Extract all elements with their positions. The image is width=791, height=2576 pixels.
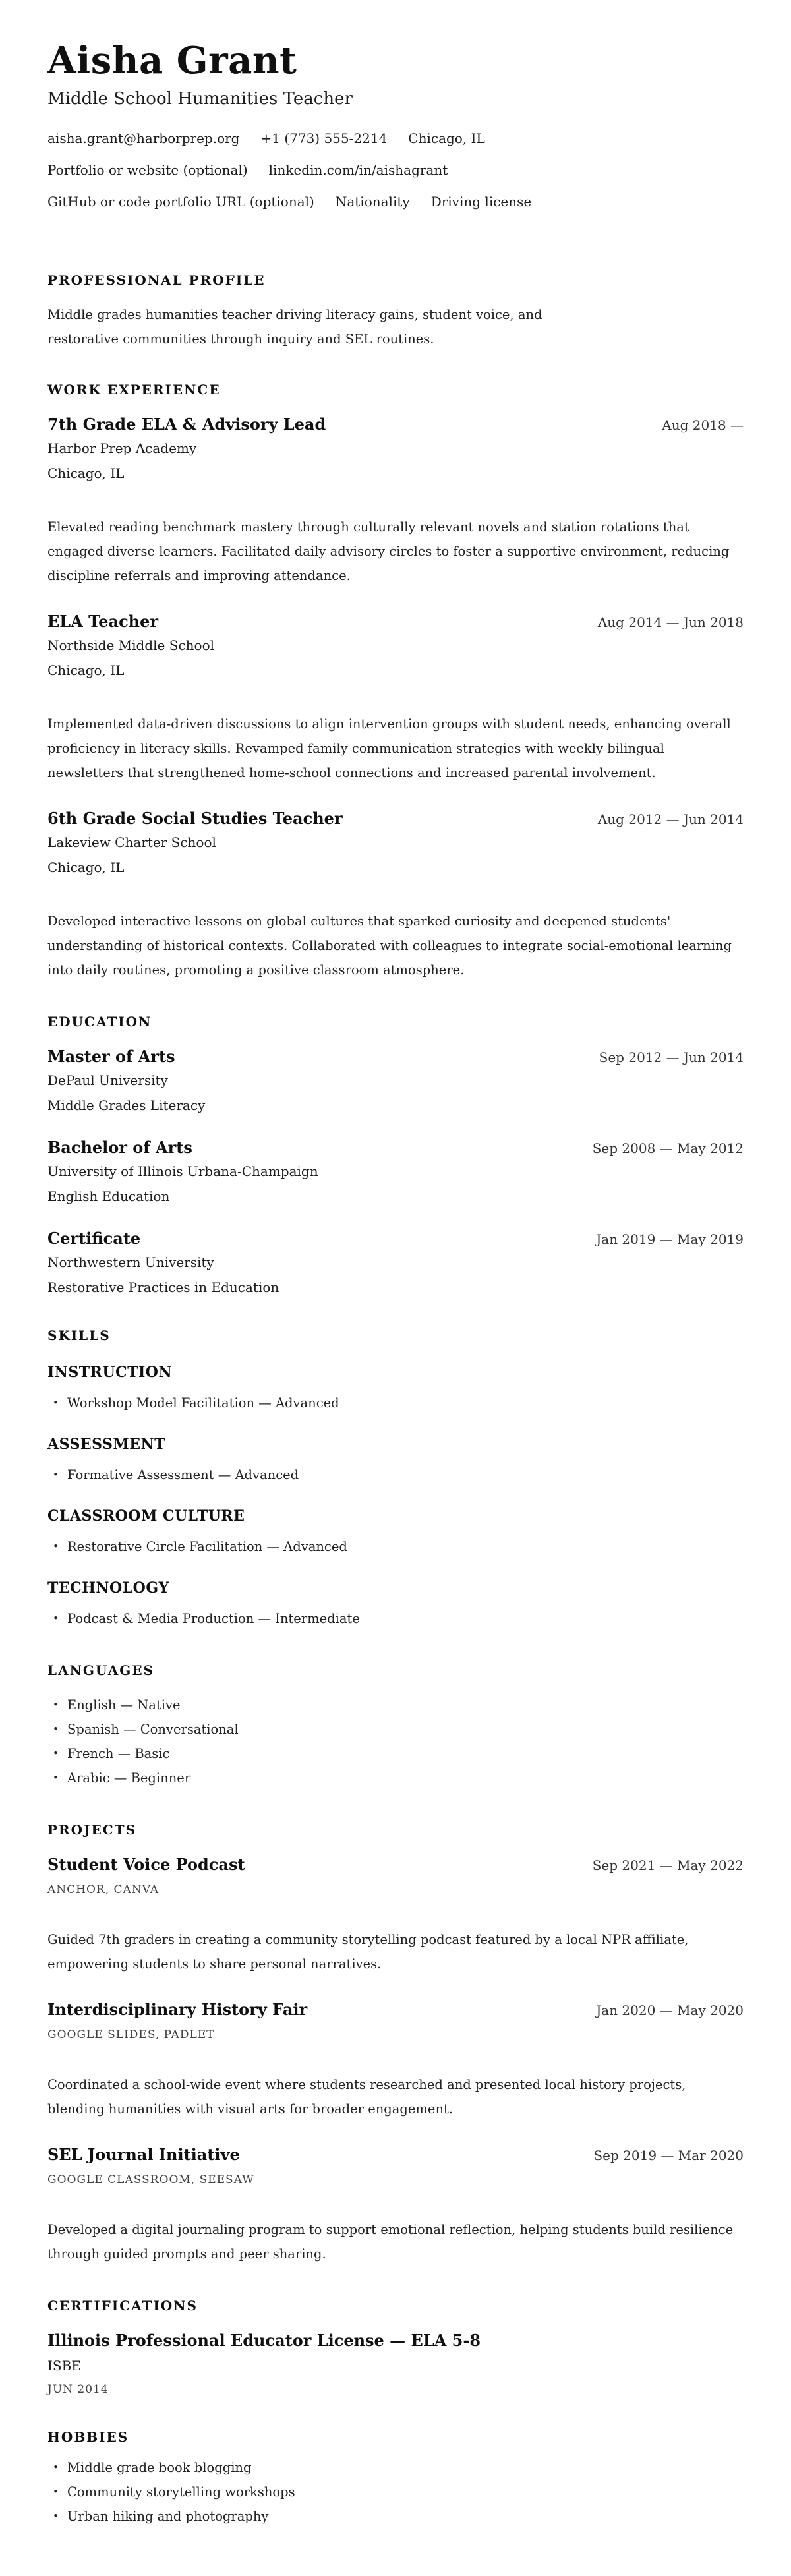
skill-category bbox=[47, 1363, 744, 1415]
project-description: Coordinated a school-wide event where students researched and presented local history projects, blending humanities with visual arts for broader engagement. bbox=[47, 2077, 686, 2117]
job-company: Harbor Prep Academy bbox=[47, 440, 197, 457]
contact-row-1 bbox=[47, 131, 744, 146]
skill-item: • Workshop Model Facilitation — Advanced bbox=[47, 1391, 744, 1415]
project-description: Developed a digital journaling program to support emotional reflection, helping students build resilience through guided prompts and peer sharing. bbox=[47, 2222, 734, 2262]
education-entry bbox=[47, 1047, 744, 1114]
education-heading: EDUCATION bbox=[47, 1014, 152, 1030]
job-title: 6th Grade Social Studies Teacher bbox=[47, 809, 343, 829]
contact-driving-license-placeholder: Driving license bbox=[430, 194, 532, 210]
school: Northwestern University bbox=[47, 1254, 214, 1271]
certification-name: Illinois Professional Educator License — ELA 5-8 bbox=[47, 2331, 481, 2351]
work-entry bbox=[47, 415, 744, 588]
section-work bbox=[47, 382, 744, 982]
skill-list bbox=[47, 1535, 744, 1559]
skill-category-name: TECHNOLOGY bbox=[47, 1579, 169, 1597]
school: DePaul University bbox=[47, 1072, 168, 1089]
education-dates: Sep 2008 — May 2012 bbox=[592, 1140, 744, 1157]
degree: Master of Arts bbox=[47, 1047, 175, 1067]
section-certifications bbox=[47, 2298, 744, 2397]
job-location: Chicago, IL bbox=[47, 465, 125, 482]
job-header bbox=[47, 809, 744, 829]
job-location: Chicago, IL bbox=[47, 662, 125, 679]
job-location: Chicago, IL bbox=[47, 860, 125, 876]
school: University of Illinois Urbana-Champaign bbox=[47, 1163, 318, 1180]
skill-category-name: INSTRUCTION bbox=[47, 1364, 173, 1382]
profile-text: Middle grades humanities teacher driving literacy gains, student voice, and restorative communities through inquiry and SEL routines. bbox=[47, 307, 542, 347]
project-header bbox=[47, 2000, 744, 2020]
project-name: SEL Journal Initiative bbox=[47, 2145, 240, 2165]
projects-heading: PROJECTS bbox=[47, 1822, 137, 1838]
certification-date: JUN 2014 bbox=[47, 2383, 109, 2397]
education-dates: Sep 2012 — Jun 2014 bbox=[599, 1049, 744, 1066]
section-projects bbox=[47, 1822, 744, 2266]
skill-list bbox=[47, 1391, 744, 1415]
skill-item: • Restorative Circle Facilitation — Advanced bbox=[47, 1535, 744, 1559]
languages-heading: LANGUAGES bbox=[47, 1662, 155, 1679]
job-description: Elevated reading benchmark mastery through culturally relevant novels and station rotations that engaged diverse learners. Facilitated daily advisory circles to foster a supportive environment, reducing discipline referrals and improving attendance. bbox=[47, 519, 730, 584]
contact-nationality-placeholder: Nationality bbox=[335, 194, 410, 210]
job-description: Implemented data-driven discussions to align intervention groups with student needs, enhancing overall proficiency in literacy skills. Revamped family communication strategies with weekly bilingual newsletters that strengthened home-school connections and increased parental involvement. bbox=[47, 717, 731, 781]
education-entry bbox=[47, 1229, 744, 1296]
language-item: • Arabic — Beginner bbox=[47, 1766, 744, 1790]
language-item: • French — Basic bbox=[47, 1742, 744, 1766]
hobby-item: • Community storytelling workshops bbox=[47, 2480, 744, 2504]
job-header bbox=[47, 612, 744, 631]
certifications-heading: CERTIFICATIONS bbox=[47, 2298, 198, 2314]
field-of-study: Middle Grades Literacy bbox=[47, 1098, 206, 1114]
skill-item: • Formative Assessment — Advanced bbox=[47, 1463, 744, 1487]
skill-list bbox=[47, 1606, 744, 1631]
section-hobbies bbox=[47, 2429, 744, 2529]
contact-phone: +1 (773) 555-2214 bbox=[260, 131, 388, 147]
hobby-item: • Urban hiking and photography bbox=[47, 2504, 744, 2529]
field-of-study: English Education bbox=[47, 1188, 170, 1205]
certification-issuer: ISBE bbox=[47, 2358, 81, 2374]
project-tools: GOOGLE SLIDES, PADLET bbox=[47, 2028, 215, 2042]
project-entry bbox=[47, 2000, 744, 2121]
work-entry bbox=[47, 612, 744, 785]
contact-email: aisha.grant@harborprep.org bbox=[47, 131, 240, 147]
candidate-name: Aisha Grant bbox=[47, 39, 297, 82]
contact-portfolio-placeholder: Portfolio or website (optional) bbox=[47, 162, 248, 179]
skill-category-name: ASSESSMENT bbox=[47, 1436, 166, 1453]
project-name: Student Voice Podcast bbox=[47, 1855, 245, 1875]
work-heading: WORK EXPERIENCE bbox=[47, 382, 221, 398]
work-entry bbox=[47, 809, 744, 982]
candidate-title: Middle School Humanities Teacher bbox=[47, 89, 353, 109]
language-item: • English — Native bbox=[47, 1693, 744, 1717]
contact-github-placeholder: GitHub or code portfolio URL (optional) bbox=[47, 194, 314, 210]
degree: Bachelor of Arts bbox=[47, 1138, 192, 1157]
contact-row-2 bbox=[47, 162, 744, 178]
field-of-study: Restorative Practices in Education bbox=[47, 1279, 279, 1296]
language-item: • Spanish — Conversational bbox=[47, 1717, 744, 1742]
job-title: 7th Grade ELA & Advisory Lead bbox=[47, 415, 326, 434]
section-education bbox=[47, 1014, 744, 1296]
skill-category bbox=[47, 1435, 744, 1487]
certification-entry bbox=[47, 2331, 744, 2397]
project-dates: Sep 2019 — Mar 2020 bbox=[593, 2148, 744, 2164]
job-company: Northside Middle School bbox=[47, 637, 215, 654]
job-dates: Aug 2014 — Jun 2018 bbox=[597, 614, 744, 631]
hobby-item: • Middle grade book blogging bbox=[47, 2455, 744, 2480]
job-title: ELA Teacher bbox=[47, 612, 159, 631]
project-dates: Jan 2020 — May 2020 bbox=[596, 2003, 744, 2019]
contact-row-3 bbox=[47, 194, 744, 210]
degree: Certificate bbox=[47, 1229, 141, 1248]
project-name: Interdisciplinary History Fair bbox=[47, 2000, 308, 2020]
contact-linkedin: linkedin.com/in/aishagrant bbox=[268, 162, 448, 179]
project-entry bbox=[47, 2145, 744, 2266]
skills-heading: SKILLS bbox=[47, 1328, 111, 1344]
education-entry bbox=[47, 1138, 744, 1205]
hobby-list bbox=[47, 2455, 744, 2529]
profile-heading: PROFESSIONAL PROFILE bbox=[47, 272, 266, 289]
job-dates: Aug 2018 — bbox=[662, 417, 744, 434]
skill-list bbox=[47, 1463, 744, 1487]
skill-category bbox=[47, 1507, 744, 1559]
resume-header bbox=[47, 40, 744, 210]
job-company: Lakeview Charter School bbox=[47, 834, 216, 851]
job-dates: Aug 2012 — Jun 2014 bbox=[597, 811, 744, 828]
project-tools: ANCHOR, CANVA bbox=[47, 1883, 160, 1897]
skill-category-name: CLASSROOM CULTURE bbox=[47, 1508, 245, 1525]
project-tools: GOOGLE CLASSROOM, SEESAW bbox=[47, 2173, 254, 2187]
job-description: Developed interactive lessons on global cultures that sparked curiosity and deepened students' understanding of historical contexts. Collaborated with colleagues to integrate social-emotional learning into daily routines, promoting a positive classroom atmosphere. bbox=[47, 914, 732, 978]
project-description: Guided 7th graders in creating a community storytelling podcast featured by a local NPR affiliate, empowering students to share personal narratives. bbox=[47, 1932, 689, 1972]
skill-item: • Podcast & Media Production — Intermediate bbox=[47, 1606, 744, 1631]
project-header bbox=[47, 2145, 744, 2165]
education-header bbox=[47, 1047, 744, 1067]
section-profile bbox=[47, 272, 744, 351]
project-entry bbox=[47, 1855, 744, 1976]
contact-location: Chicago, IL bbox=[408, 131, 485, 147]
project-header bbox=[47, 1855, 744, 1875]
skill-category bbox=[47, 1579, 744, 1631]
education-header bbox=[47, 1138, 744, 1157]
section-skills bbox=[47, 1328, 744, 1631]
education-header bbox=[47, 1229, 744, 1248]
section-languages bbox=[47, 1662, 744, 1790]
hobbies-heading: HOBBIES bbox=[47, 2428, 129, 2445]
education-dates: Jan 2019 — May 2019 bbox=[596, 1231, 744, 1248]
language-list bbox=[47, 1693, 744, 1790]
job-header bbox=[47, 415, 744, 434]
project-dates: Sep 2021 — May 2022 bbox=[592, 1858, 744, 1874]
